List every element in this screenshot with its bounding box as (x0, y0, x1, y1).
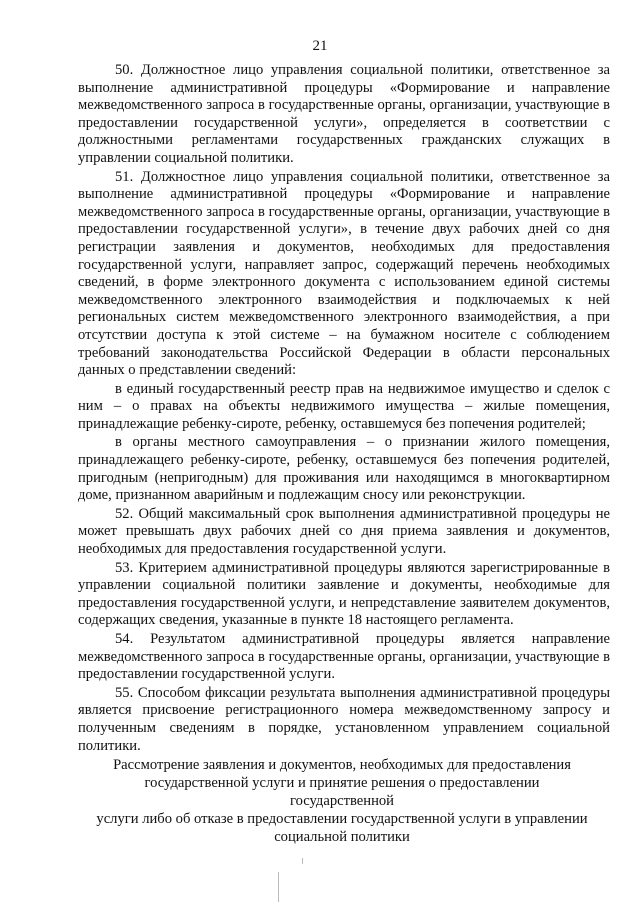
scan-mark (302, 858, 303, 864)
paragraph-52: 52. Общий максимальный срок выполнения административной процедуры не может превышать двух рабочих дней со дня приема заявления и документов, необходимых для предоставления государственной услуги. (78, 505, 610, 558)
section-heading-line: государственной услуги и принятие решения о предоставлении государственной (144, 775, 540, 809)
paragraph-51: 51. Должностное лицо управления социальной политики, ответственное за выполнение административной процедуры «Формирование и направление межведомственного запроса в государственные органы, организации, участвующие в предоставлении государственной услуги», в течение двух рабочих дней со дня регистрации заявления и документов, необходимых для предоставления государственной услуги, направляет запрос, содержащий перечень необходимых сведений, в форме электронного документа с использованием единой системы межведомственного электронного взаимодействия и подключаемых к ней региональных систем межведомственного электронного взаимодействия, а при отсутствии доступа к этой системе – на бумажном носителе с соблюдением требований законодательства Российской Федерации в области персональных данных о представлении сведений: (78, 168, 610, 379)
section-heading-line: социальной политики (274, 829, 410, 845)
paragraph-50: 50. Должностное лицо управления социальной политики, ответственное за выполнение административной процедуры «Формирование и направление межведомственного запроса в государственные органы, организации, участвующие в предоставлении государственной услуги», определяется в соответствии с должностными регламентами государственных гражданских служащих в управлении социальной политики. (78, 62, 610, 166)
paragraph-55: 55. Способом фиксации результата выполнения административной процедуры является присвоение регистрационного номера межведомственному запросу и полученным сведениям в порядке, установленном управлением социальной политики. (78, 684, 610, 754)
paragraph-51-item-1: в единый государственный реестр прав на недвижимое имущество и сделок с ним – о правах на объекты недвижимого имущества – жилые помещения, принадлежащие ребенку-сироте, ребенку, оставшемуся без попечения родителей; (78, 380, 610, 432)
page-number: 21 (312, 38, 328, 54)
section-heading-line: услуги либо об отказе в предоставлении государственной услуги в управлении (96, 811, 588, 827)
body-text (78, 62, 610, 755)
paragraph-54: 54. Результатом административной процедуры является направление межведомственного запроса в государственные органы, организации, участвующие в предоставлении государственной услуги. (78, 631, 610, 683)
section-heading-line: Рассмотрение заявления и документов, необходимых для предоставления (113, 757, 571, 773)
section-heading (92, 756, 592, 846)
paragraph-53: 53. Критерием административной процедуры являются зарегистрированные в управлении социальной политики заявление и документы, необходимые для предоставления государственной услуги, и непредставление заявителем документов, содержащих сведения, указанные в пункте 18 настоящего регламента. (78, 559, 610, 629)
paragraph-51-item-2: в органы местного самоуправления – о признании жилого помещения, принадлежащего ребенку-сироте, ребенку, оставшемуся без попечения родителей, пригодным (непригодным) для проживания или находящимся в многоквартирном доме, признанном аварийным и подлежащим сносу или реконструкции. (78, 434, 610, 504)
scan-mark (278, 872, 279, 902)
